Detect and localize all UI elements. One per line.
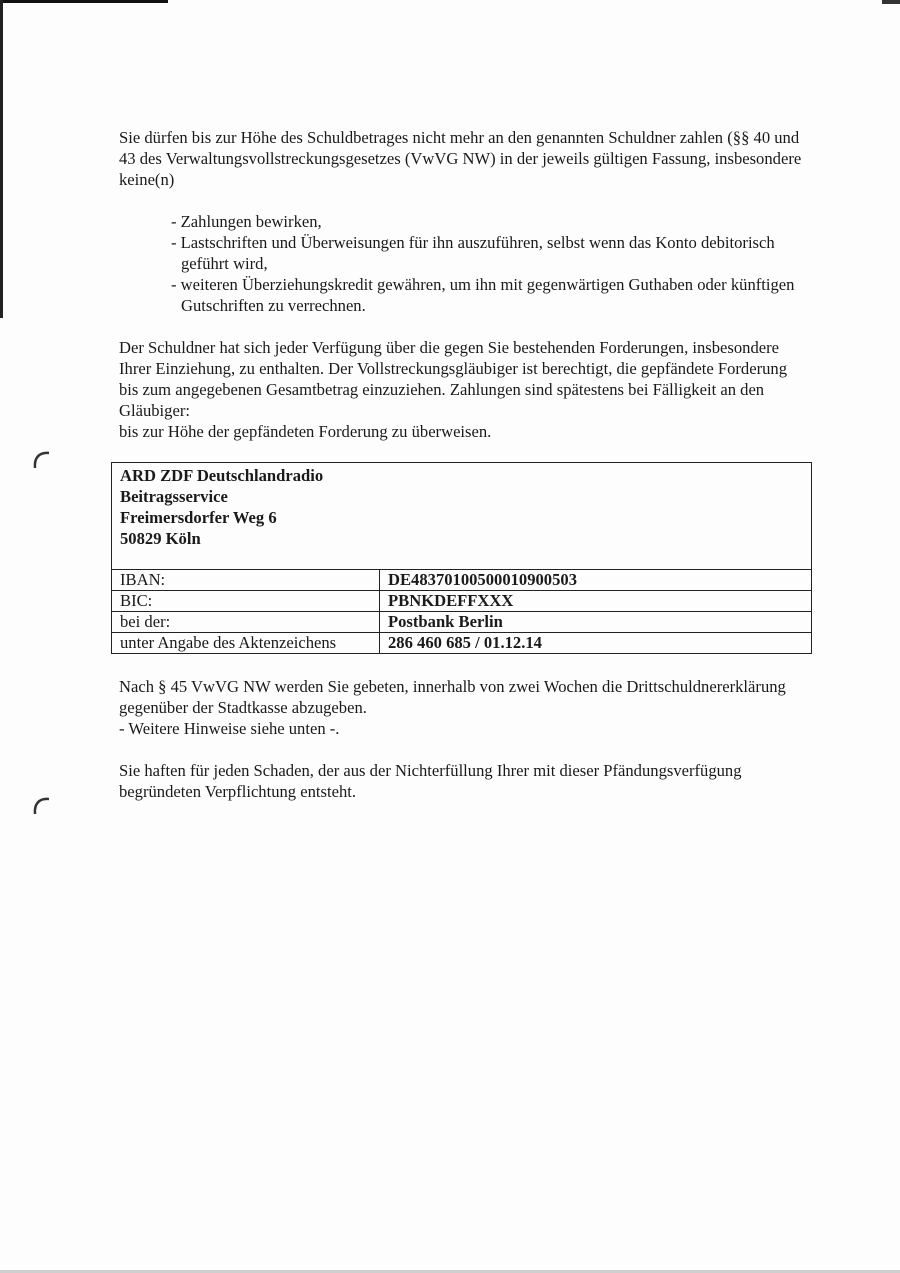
debtor-text-line2: bis zur Höhe der gepfändeten Forderung zu überweisen. (119, 422, 492, 441)
list-item: - Zahlungen bewirken, (171, 212, 322, 231)
creditor-dept: Beitragsservice (120, 487, 228, 506)
prohibited-actions-list (171, 211, 811, 316)
table-row (112, 570, 812, 591)
iban-label: IBAN: (112, 570, 380, 591)
list-item: - weiteren Überziehungskredit gewähren, um ihn mit gegenwärtigen Guthaben oder künftigen Gutschriften zu verrechnen. (171, 275, 795, 315)
table-row (112, 591, 812, 612)
debtor-text: Der Schuldner hat sich jeder Verfügung über die gegen Sie bestehenden Forderungen, insbesondere Ihrer Einziehung, zu enthalten. Der Vollstreckungsgläubiger ist berechtigt, die gepfändete Forderung bis zum angegebenen Gesamtbetrag einzuziehen. Zahlungen sind spätestens bei Fälligkeit an den Gläubiger: (119, 338, 787, 420)
scan-border-left (0, 0, 3, 318)
creditor-name: ARD ZDF Deutschlandradio (120, 466, 324, 485)
punch-hole-mark (31, 450, 53, 472)
scan-border-right (882, 0, 900, 4)
table-row (112, 612, 812, 633)
bic-label: BIC: (112, 591, 380, 612)
reference-value: 286 460 685 / 01.12.14 (380, 633, 812, 654)
intro-paragraph: Sie dürfen bis zur Höhe des Schuldbetrages nicht mehr an den genannten Schuldner zahlen (§§ 40 und 43 des Verwaltungsvollstreckungsgesetzes (VwVG NW) in der jeweils gültigen Fassung, insbesondere keine(n) (119, 128, 802, 189)
liability-paragraph: Sie haften für jeden Schaden, der aus der Nichterfüllung Ihrer mit dieser Pfändungsverfügung begründeten Verpflichtung entsteht. (119, 761, 742, 801)
declaration-text: Nach § 45 VwVG NW werden Sie gebeten, innerhalb von zwei Wochen die Drittschuldnererklärung gegenüber der Stadtkasse abzugeben. (119, 677, 786, 717)
iban-value: DE48370100500010900503 (380, 570, 812, 591)
creditor-bank-table (111, 462, 812, 654)
list-item: - Lastschriften und Überweisungen für ihn auszuführen, selbst wenn das Konto debitorisch geführt wird, (171, 233, 775, 273)
declaration-hint: - Weitere Hinweise siehe unten -. (119, 719, 340, 738)
declaration-paragraph (119, 676, 809, 739)
creditor-city: 50829 Köln (120, 529, 201, 548)
punch-hole-mark (31, 796, 53, 818)
bank-value: Postbank Berlin (380, 612, 812, 633)
creditor-address (112, 463, 812, 570)
bank-label: bei der: (112, 612, 380, 633)
table-row (112, 633, 812, 654)
reference-label: unter Angabe des Aktenzeichens (112, 633, 380, 654)
creditor-street: Freimersdorfer Weg 6 (120, 508, 277, 527)
scan-border-top (0, 0, 168, 3)
debtor-paragraph (119, 337, 809, 442)
bic-value: PBNKDEFFXXX (380, 591, 812, 612)
